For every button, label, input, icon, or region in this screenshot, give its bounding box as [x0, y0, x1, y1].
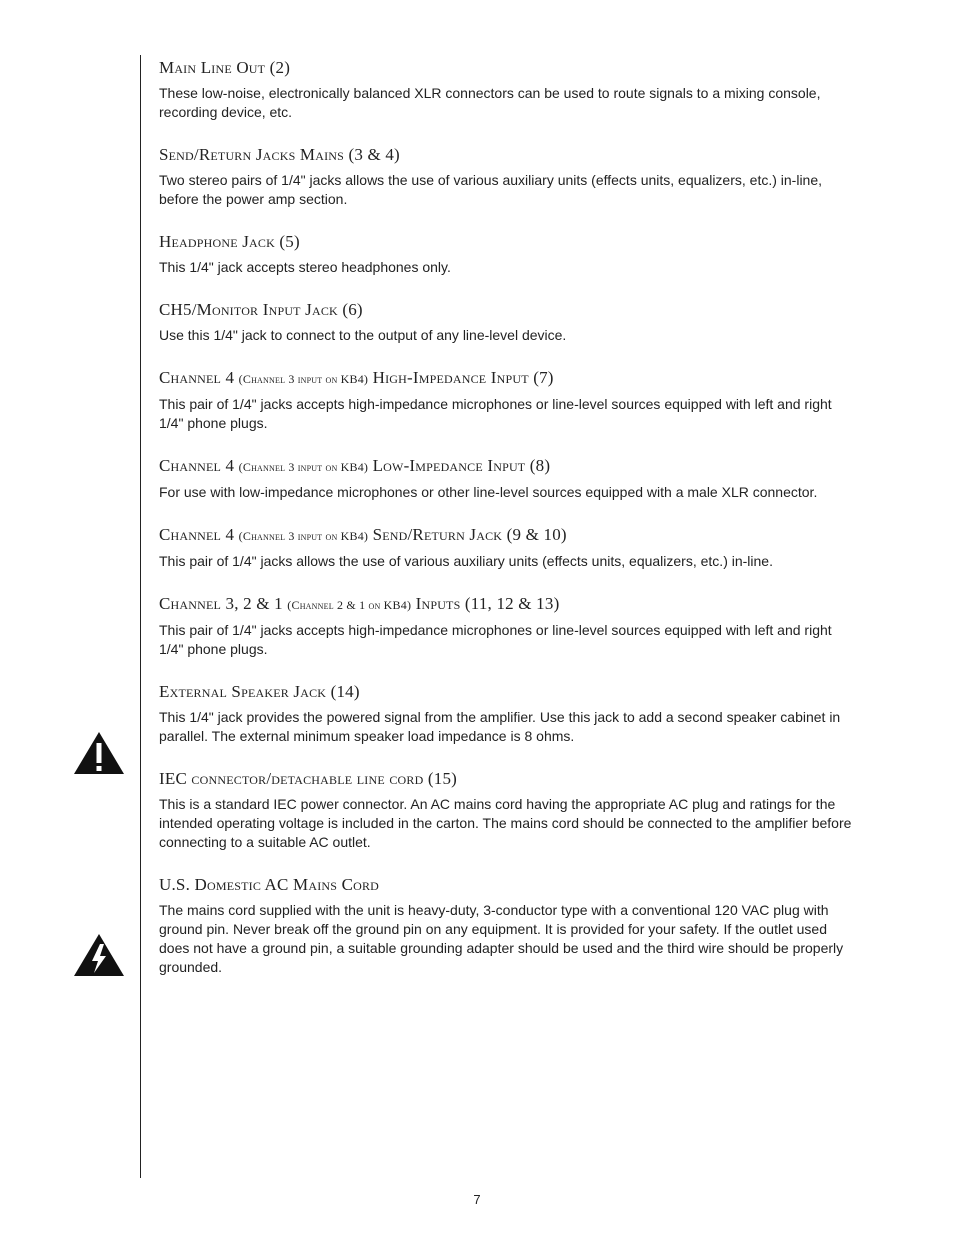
electric-shock-warning-icon [72, 932, 126, 978]
section-body: This is a standard IEC power connector. An AC mains cord having the appropriate AC plug and ratings for the intended operating voltage is included in the carton. The mains cord should be connected to the amplifier before connecting to a suitable AC outlet. [159, 796, 852, 850]
section-channel-inputs [159, 594, 859, 659]
section-us-domestic-mains-cord [159, 875, 859, 977]
section-heading: Channel 4 (Channel 3 input on KB4) High-Impedance Input (7) [159, 368, 554, 387]
section-heading: Headphone Jack (5) [159, 232, 300, 251]
section-monitor-input-jack [159, 300, 859, 345]
section-iec-connector [159, 769, 859, 852]
section-external-speaker-jack [159, 682, 859, 746]
section-body: The mains cord supplied with the unit is heavy-duty, 3-conductor type with a conventional 120 VAC plug with ground pin. Never break off the ground pin on any equipment. It is provided for your safety. If the outlet used does not have a ground pin, a suitable grounding adapter should be used and the third wire should be properly grounded. [159, 902, 844, 975]
section-high-impedance-input [159, 368, 859, 433]
section-heading: Channel 3, 2 & 1 (Channel 2 & 1 on KB4) Inputs (11, 12 & 13) [159, 594, 560, 613]
section-heading: Send/Return Jacks Mains (3 & 4) [159, 145, 400, 164]
section-body: These low-noise, electronically balanced XLR connectors can be used to route signals to a mixing console, recording device, etc. [159, 85, 821, 120]
section-headphone-jack [159, 232, 859, 277]
section-body: Use this 1/4" jack to connect to the output of any line-level device. [159, 327, 567, 343]
section-body: This pair of 1/4" jacks accepts high-impedance microphones or line-level sources equipped with left and right 1/4" phone plugs. [159, 396, 832, 431]
margin-rule [140, 55, 141, 1178]
section-send-return-jacks-mains [159, 145, 859, 209]
section-heading: U.S. Domestic AC Mains Cord [159, 875, 380, 894]
section-heading: Channel 4 (Channel 3 input on KB4) Send/Return Jack (9 & 10) [159, 525, 567, 544]
section-body: This 1/4" jack accepts stereo headphones only. [159, 259, 451, 275]
section-body: For use with low-impedance microphones or other line-level sources equipped with a male XLR connector. [159, 484, 818, 500]
section-channel-send-return-jack [159, 525, 859, 571]
section-body: This 1/4" jack provides the powered signal from the amplifier. Use this jack to add a second speaker cabinet in parallel. The external minimum speaker load impedance is 8 ohms. [159, 709, 841, 744]
section-body: Two stereo pairs of 1/4" jacks allows the use of various auxiliary units (effects units, equalizers, etc.) in-line, before the power amp section. [159, 172, 823, 207]
page-number: 7 [473, 1192, 481, 1207]
section-heading: IEC connector/detachable line cord (15) [159, 769, 458, 788]
section-heading: CH5/Monitor Input Jack (6) [159, 300, 363, 319]
section-main-line-out [159, 58, 859, 122]
section-heading: Main Line Out (2) [159, 58, 291, 77]
section-body: This pair of 1/4" jacks allows the use of various auxiliary units (effects units, equalizers, etc.) in-line. [159, 553, 773, 569]
section-low-impedance-input [159, 456, 859, 502]
section-heading: Channel 4 (Channel 3 input on KB4) Low-Impedance Input (8) [159, 456, 551, 475]
section-body: This pair of 1/4" jacks accepts high-impedance microphones or line-level sources equipped with left and right 1/4" phone plugs. [159, 622, 832, 657]
exclamation-warning-icon [72, 730, 126, 776]
spec-content [159, 58, 859, 1000]
section-heading: External Speaker Jack (14) [159, 682, 360, 701]
